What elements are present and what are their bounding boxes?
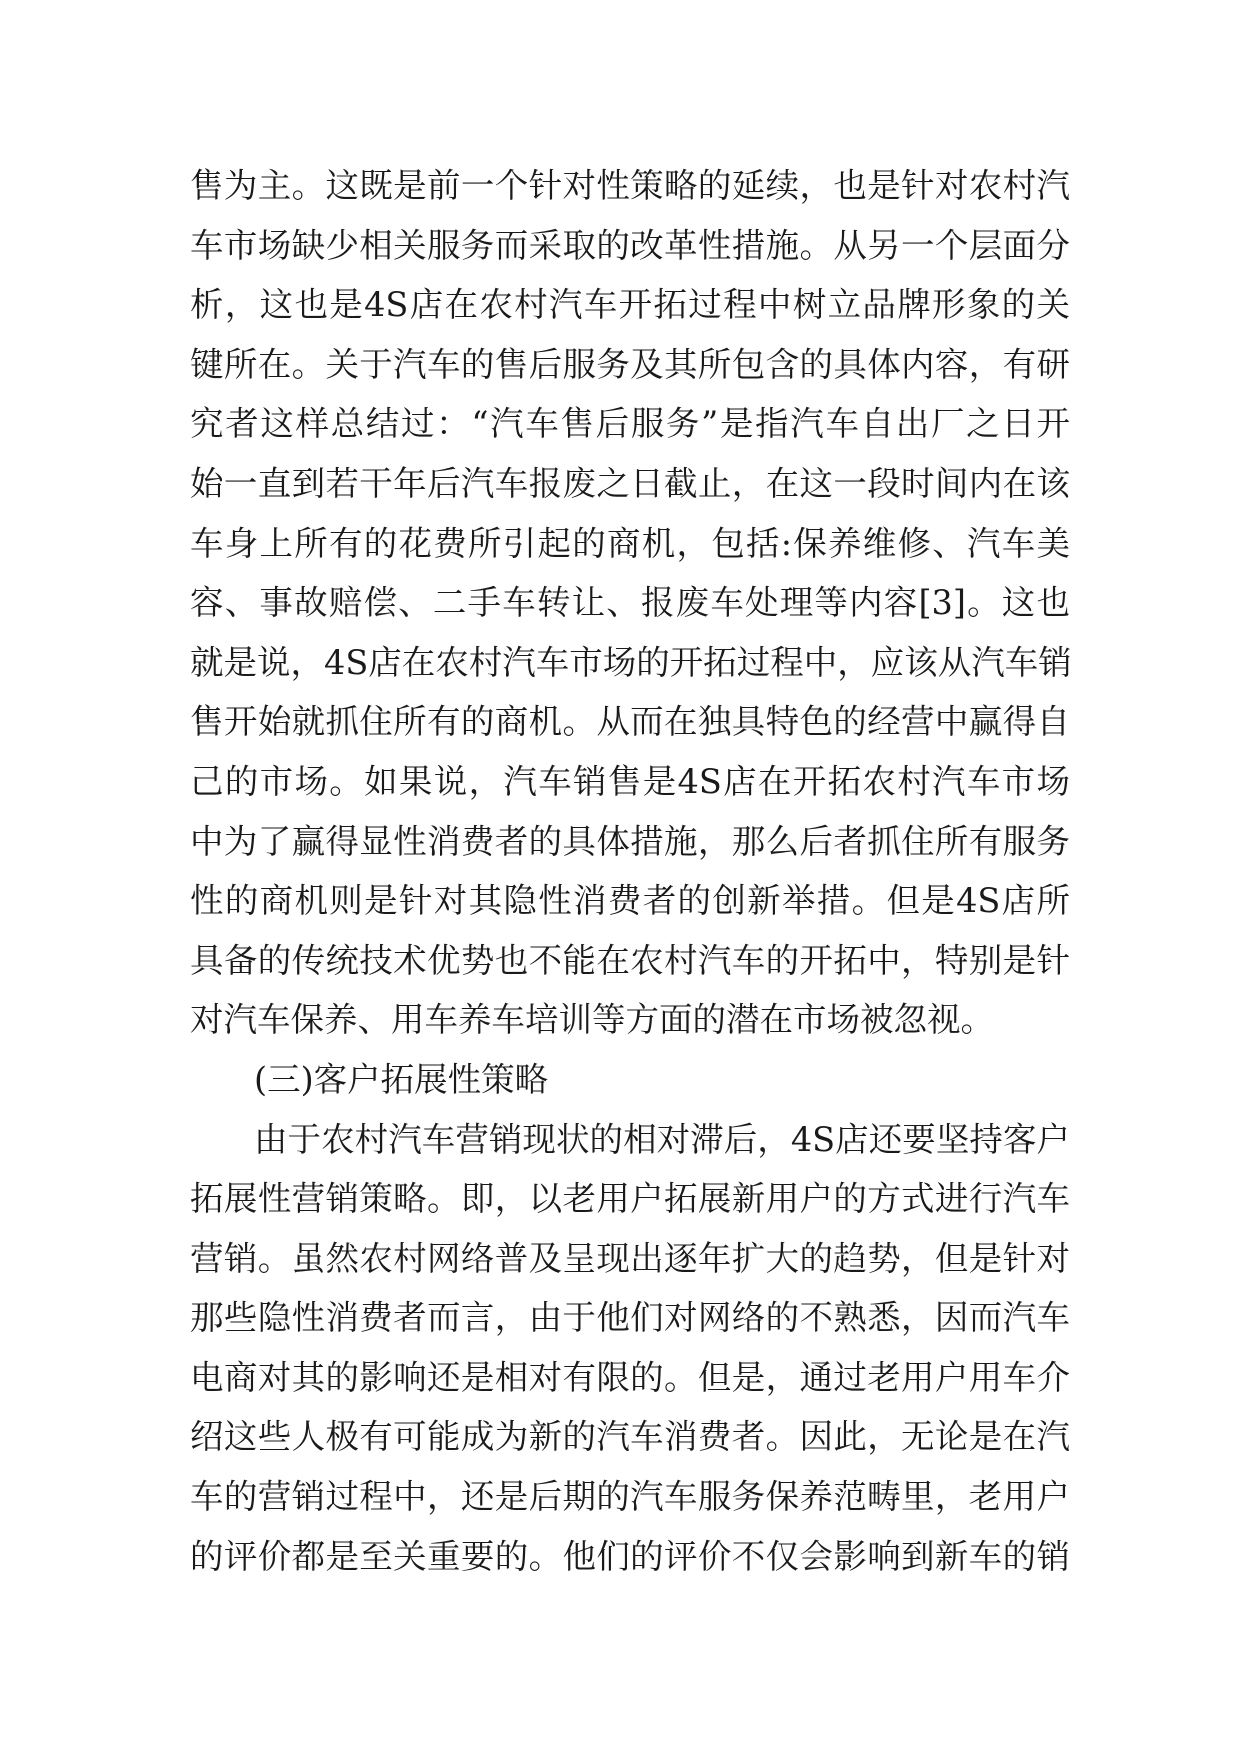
text-line: 车身上所有的花费所引起的商机，包括:保养维修、汽车美 xyxy=(190,523,1070,563)
text-line: 那些隐性消费者而言，由于他们对网络的不熟悉，因而汽车 xyxy=(190,1298,1070,1338)
text-line: 始一直到若干年后汽车报废之日截止，在这一段时间内在该 xyxy=(190,463,1070,503)
text-line: 己的市场。如果说，汽车销售是4S店在开拓农村汽车市场 xyxy=(190,761,1070,801)
text-line: 容、事故赔偿、二手车转让、报废车处理等内容[3]。这也 xyxy=(190,583,1070,623)
section-heading: (三)客户拓展性策略 xyxy=(254,1059,549,1099)
text-line: 键所在。关于汽车的售后服务及其所包含的具体内容，有研 xyxy=(190,344,1070,384)
document-body xyxy=(190,156,1070,1586)
paragraph-1 xyxy=(190,156,1070,1050)
text-line: 售为主。这既是前一个针对性策略的延续，也是针对农村汽 xyxy=(190,166,1070,205)
text-line: 析，这也是4S店在农村汽车开拓过程中树立品牌形象的关 xyxy=(190,285,1070,325)
text-line: 拓展性营销策略。即，以老用户拓展新用户的方式进行汽车 xyxy=(190,1179,1070,1219)
text-line: 就是说，4S店在农村汽车市场的开拓过程中，应该从汽车销 xyxy=(190,642,1072,682)
text-line: 营销。虽然农村网络普及呈现出逐年扩大的趋势，但是针对 xyxy=(190,1238,1070,1278)
text-line: 中为了赢得显性消费者的具体措施，那么后者抓住所有服务 xyxy=(190,821,1070,861)
text-line: 究者这样总结过：“汽车售后服务”是指汽车自出厂之日开 xyxy=(190,404,1070,444)
text-line: 具备的传统技术优势也不能在农村汽车的开拓中，特别是针 xyxy=(190,940,1070,980)
text-line: 售开始就抓住所有的商机。从而在独具特色的经营中赢得自 xyxy=(190,702,1070,742)
text-line: 电商对其的影响还是相对有限的。但是，通过老用户用车介 xyxy=(190,1357,1070,1397)
text-line: 由于农村汽车营销现状的相对滞后，4S店还要坚持客户 xyxy=(254,1119,1070,1159)
text-line: 性的商机则是针对其隐性消费者的创新举措。但是4S店所 xyxy=(190,881,1070,921)
text-line: 的评价都是至关重要的。他们的评价不仅会影响到新车的销 xyxy=(190,1536,1070,1576)
text-line: 对汽车保养、用车养车培训等方面的潜在市场被忽视。 xyxy=(190,1000,994,1040)
text-line: 车市场缺少相关服务而采取的改革性措施。从另一个层面分 xyxy=(190,225,1070,265)
paragraph-2 xyxy=(190,1110,1070,1587)
text-line: 绍这些人极有可能成为新的汽车消费者。因此，无论是在汽 xyxy=(190,1417,1070,1457)
text-line: 车的营销过程中，还是后期的汽车服务保养范畴里，老用户 xyxy=(190,1477,1070,1517)
